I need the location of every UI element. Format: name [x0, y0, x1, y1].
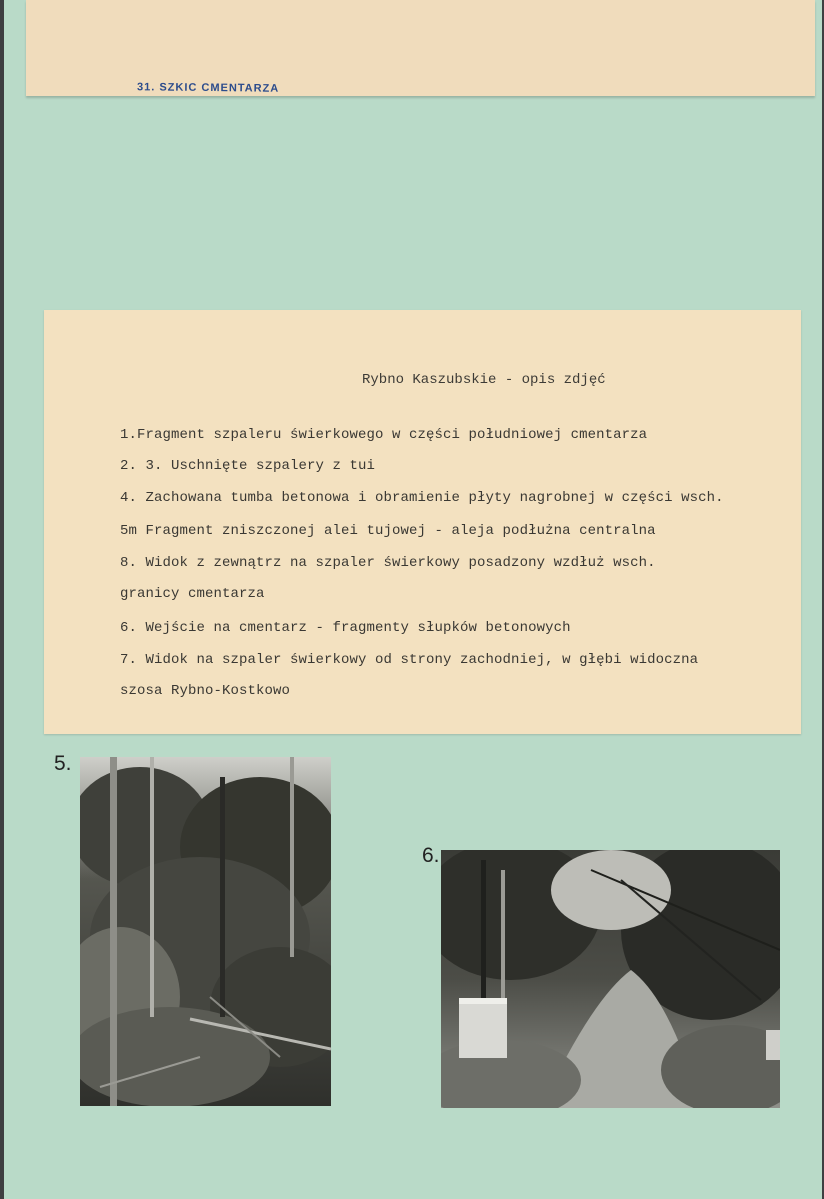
- description-line: granicy cmentarza: [120, 586, 265, 602]
- photo-number-5: 5.: [54, 752, 72, 775]
- description-line: 6. Wejście na cmentarz - fragmenty słupków betonowych: [120, 620, 571, 636]
- description-title: Rybno Kaszubskie - opis zdjęć: [362, 372, 606, 388]
- description-card: [44, 310, 801, 734]
- photo-number-6: 6.: [422, 844, 440, 867]
- description-line: 5m Fragment zniszczonej alei tujowej - aleja podłużna centralna: [120, 523, 656, 539]
- description-line: 2. 3. Uschnięte szpalery z tui: [120, 458, 376, 474]
- description-line: 1.Fragment szpaleru świerkowego w części południowej cmentarza: [120, 427, 648, 443]
- archive-page: [4, 0, 822, 1199]
- description-line: 4. Zachowana tumba betonowa i obramienie płyty nagrobnej w części wsch.: [120, 490, 724, 506]
- section-header: 31. SZKIC CMENTARZA: [136, 81, 280, 95]
- description-line: 8. Widok z zewnątrz na szpaler świerkowy posadzony wzdłuż wsch.: [120, 555, 656, 571]
- cemetery-entrance-photo: [441, 850, 780, 1108]
- description-line: szosa Rybno-Kostkowo: [120, 683, 291, 699]
- forest-photo: [80, 757, 331, 1106]
- description-line: 7. Widok na szpaler świerkowy od strony zachodniej, w głębi widoczna: [120, 652, 699, 668]
